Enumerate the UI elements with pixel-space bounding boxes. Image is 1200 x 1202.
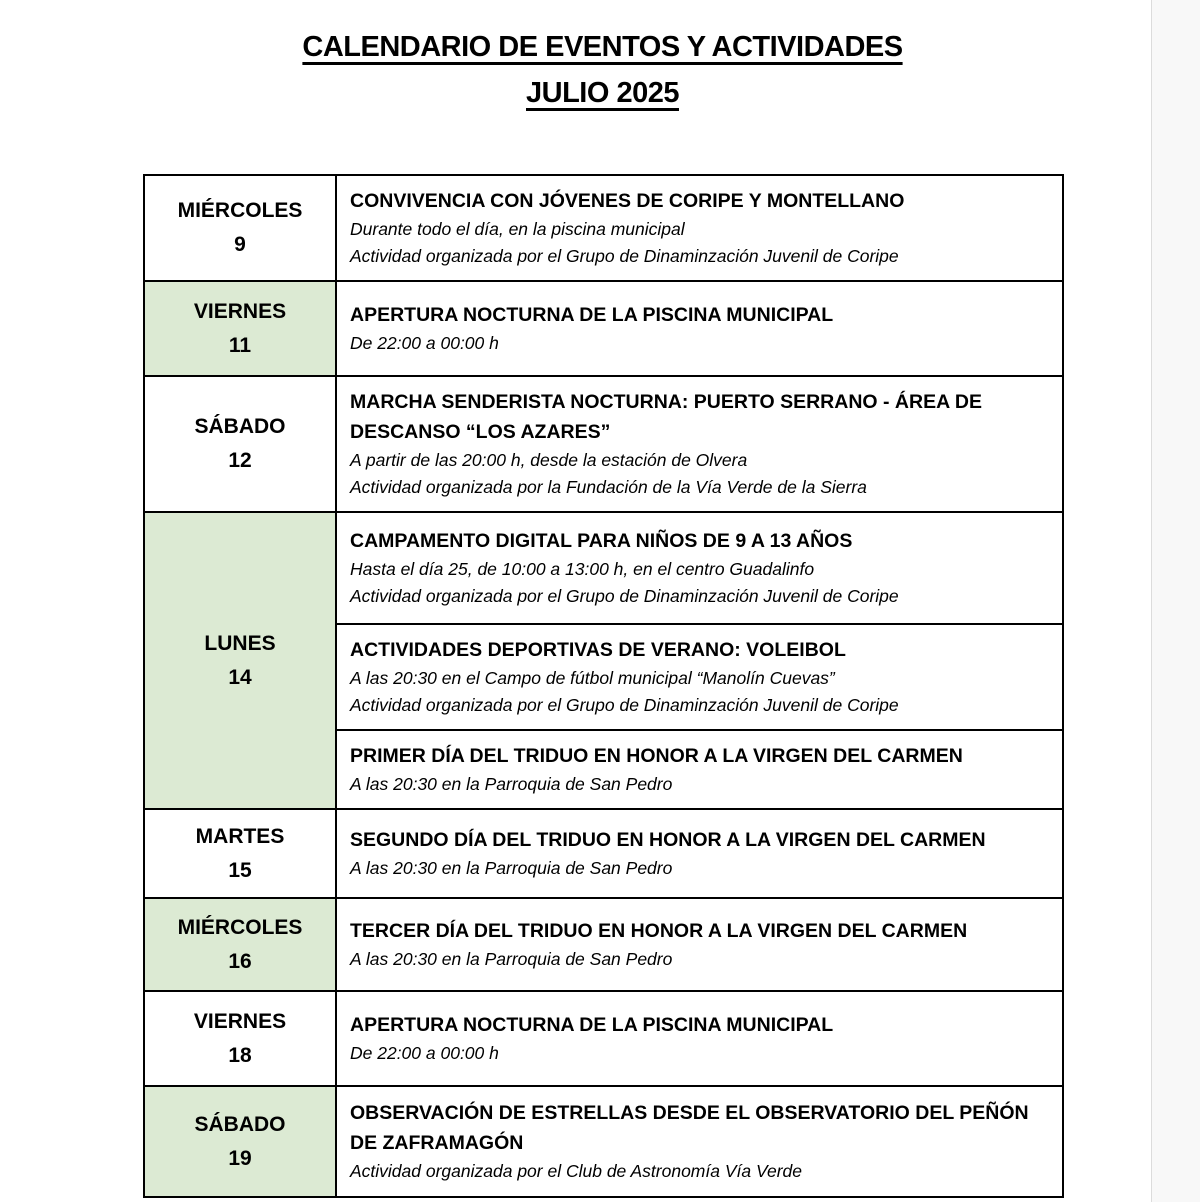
event-title: OBSERVACIÓN DE ESTRELLAS DESDE EL OBSERVATORIO DEL PEÑÓN DE ZAFRAMAGÓN xyxy=(350,1102,1029,1154)
document-header xyxy=(143,25,1062,116)
day-cell xyxy=(144,376,336,512)
event-detail: Actividad organizada por el Grupo de Dinaminzación Juvenil de Coripe xyxy=(350,246,899,266)
event-detail: Actividad organizada por la Fundación de la Vía Verde de la Sierra xyxy=(350,477,867,497)
event-cell xyxy=(336,376,1063,512)
day-name: MIÉRCOLES xyxy=(177,915,303,939)
event-cell xyxy=(336,991,1063,1086)
day-name: VIERNES xyxy=(193,1009,287,1033)
table-row xyxy=(144,376,1063,512)
day-number: 11 xyxy=(228,333,252,357)
table-row xyxy=(144,281,1063,376)
day-name: SÁBADO xyxy=(194,1112,286,1136)
day-cell xyxy=(144,512,336,809)
day-number: 9 xyxy=(234,233,246,256)
day-cell xyxy=(144,809,336,898)
event-detail: A las 20:30 en el Campo de fútbol municipal “Manolín Cuevas” xyxy=(350,668,835,688)
table-row xyxy=(144,898,1063,991)
event-detail: De 22:00 a 00:00 h xyxy=(350,333,499,353)
day-name: MIÉRCOLES xyxy=(177,199,303,222)
table-row xyxy=(144,809,1063,898)
event-detail: A las 20:30 en la Parroquia de San Pedro xyxy=(350,949,673,969)
day-number: 12 xyxy=(228,449,252,472)
day-cell xyxy=(144,898,336,991)
event-cell xyxy=(336,624,1063,730)
event-title: TERCER DÍA DEL TRIDUO EN HONOR A LA VIRGEN DEL CARMEN xyxy=(350,920,968,942)
events-table xyxy=(143,174,1064,1198)
day-name: VIERNES xyxy=(193,299,287,323)
event-detail: Actividad organizada por el Club de Astronomía Vía Verde xyxy=(350,1161,803,1181)
event-cell xyxy=(336,281,1063,376)
day-cell xyxy=(144,991,336,1086)
event-cell xyxy=(336,512,1063,624)
day-number: 14 xyxy=(228,665,252,689)
event-cell xyxy=(336,1086,1063,1197)
day-number: 16 xyxy=(228,949,252,973)
table-row xyxy=(144,991,1063,1086)
event-cell xyxy=(336,809,1063,898)
document-title-line1: CALENDARIO DE EVENTOS Y ACTIVIDADES xyxy=(302,31,903,63)
viewport-gutter xyxy=(1151,0,1200,1202)
event-detail: A las 20:30 en la Parroquia de San Pedro xyxy=(350,774,673,794)
day-cell xyxy=(144,175,336,281)
table-row xyxy=(144,1086,1063,1197)
event-title: ACTIVIDADES DEPORTIVAS DE VERANO: VOLEIBOL xyxy=(350,639,846,661)
table-row xyxy=(144,512,1063,624)
event-title: CAMPAMENTO DIGITAL PARA NIÑOS DE 9 A 13 AÑOS xyxy=(350,530,853,552)
event-cell xyxy=(336,175,1063,281)
event-title: PRIMER DÍA DEL TRIDUO EN HONOR A LA VIRGEN DEL CARMEN xyxy=(350,745,963,767)
document-title-line2: JULIO 2025 xyxy=(526,77,679,109)
event-detail: Actividad organizada por el Grupo de Dinaminzación Juvenil de Coripe xyxy=(350,586,899,606)
event-detail: Durante todo el día, en la piscina municipal xyxy=(350,219,685,239)
day-number: 19 xyxy=(228,1146,252,1170)
table-row xyxy=(144,175,1063,281)
day-cell xyxy=(144,281,336,376)
event-cell xyxy=(336,898,1063,991)
day-name: LUNES xyxy=(204,631,276,655)
event-detail: A las 20:30 en la Parroquia de San Pedro xyxy=(350,858,673,878)
event-cell xyxy=(336,730,1063,809)
event-title: APERTURA NOCTURNA DE LA PISCINA MUNICIPAL xyxy=(350,304,834,326)
day-name: SÁBADO xyxy=(194,415,286,438)
day-name: MARTES xyxy=(195,824,285,848)
event-title: APERTURA NOCTURNA DE LA PISCINA MUNICIPAL xyxy=(350,1014,834,1036)
event-title: SEGUNDO DÍA DEL TRIDUO EN HONOR A LA VIRGEN DEL CARMEN xyxy=(350,829,986,851)
event-title: CONVIVENCIA CON JÓVENES DE CORIPE Y MONTELLANO xyxy=(350,190,905,212)
event-title: MARCHA SENDERISTA NOCTURNA: PUERTO SERRANO - ÁREA DE DESCANSO “LOS AZARES” xyxy=(350,391,982,443)
event-detail: Hasta el día 25, de 10:00 a 13:00 h, en el centro Guadalinfo xyxy=(350,559,815,579)
event-detail: Actividad organizada por el Grupo de Dinaminzación Juvenil de Coripe xyxy=(350,695,899,715)
day-number: 15 xyxy=(228,858,252,882)
day-number: 18 xyxy=(228,1043,252,1067)
event-detail: De 22:00 a 00:00 h xyxy=(350,1043,499,1063)
event-detail: A partir de las 20:00 h, desde la estación de Olvera xyxy=(350,450,748,470)
day-cell xyxy=(144,1086,336,1197)
